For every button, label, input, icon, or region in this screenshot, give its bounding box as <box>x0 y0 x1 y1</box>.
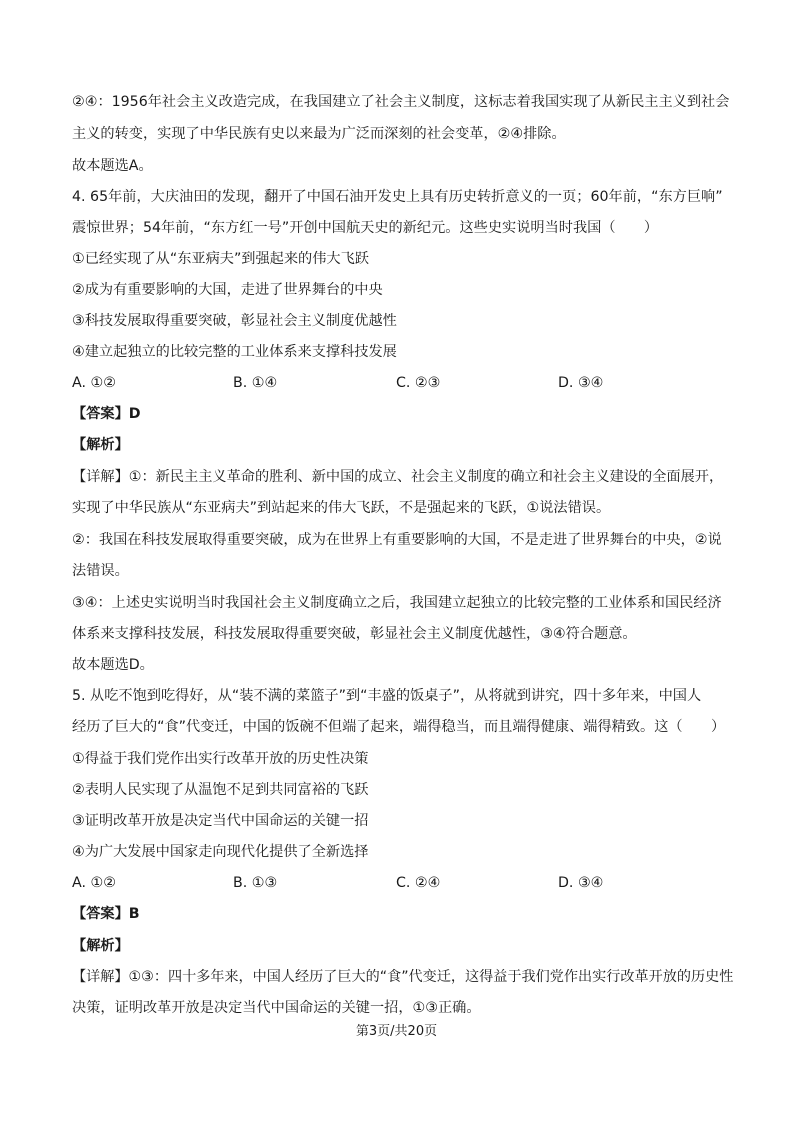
analysis-label: 【解析】 <box>72 437 129 453</box>
choice-a: A. ①② <box>72 375 116 391</box>
answer-label: 【答案】D <box>72 406 141 422</box>
choice-b: B. ①③ <box>233 875 278 891</box>
choice-d: D. ③④ <box>558 875 604 891</box>
explanation-line: 体系来支撑科技发展，科技发展取得重要突破，彰显社会主义制度优越性，③④符合题意。 <box>72 626 637 642</box>
question-5-statement: ③证明改革开放是决定当代中国命运的关键一招 <box>72 813 369 829</box>
answer-label: 【答案】B <box>72 906 140 922</box>
question-5-stem: 5. 从吃不饱到吃得好，从“装不满的菜篮子”到“丰盛的饭桌子”，从将就到讲究，四十多年来，中国人 <box>72 688 702 704</box>
text-line: 主义的转变，实现了中华民族有史以来最为广泛而深刻的社会变革，②④排除。 <box>72 126 566 142</box>
page-number: 第3页/共20页 <box>355 1024 438 1039</box>
question-4-statement: ②成为有重要影响的大国，走进了世界舞台的中央 <box>72 282 383 298</box>
explanation-line: ②：我国在科技发展取得重要突破，成为在世界上有重要影响的大国，不是走进了世界舞台的中央，②说 <box>72 532 722 548</box>
explanation-line: ③④：上述史实说明当时我国社会主义制度确立之后，我国建立起独立的比较完整的工业体系和国民经济 <box>72 595 722 611</box>
question-5-statement: ②表明人民实现了从温饱不足到共同富裕的飞跃 <box>72 782 369 798</box>
choice-c: C. ②③ <box>396 375 441 391</box>
explanation-line: 【详解】①③：四十多年来，中国人经历了巨大的“食”代变迁，这得益于我们党作出实行改革开放的历史性 <box>72 969 734 985</box>
question-4-statement: ①已经实现了从“东亚病夫”到强起来的伟大飞跃 <box>72 251 369 267</box>
choice-a: A. ①② <box>72 875 116 891</box>
question-5-statement: ④为广大发展中国家走向现代化提供了全新选择 <box>72 844 369 860</box>
explanation-line: 决策，证明改革开放是决定当代中国命运的关键一招，①③正确。 <box>72 1000 481 1016</box>
question-4-statement: ④建立起独立的比较完整的工业体系来支撑科技发展 <box>72 344 397 360</box>
choice-d: D. ③④ <box>558 375 604 391</box>
choice-b: B. ①④ <box>233 375 278 391</box>
text-line: 故本题选A。 <box>72 158 153 174</box>
analysis-label: 【解析】 <box>72 938 129 954</box>
explanation-line: 【详解】①：新民主主义革命的胜利、新中国的成立、社会主义制度的确立和社会主义建设的全面展开， <box>72 469 724 485</box>
explanation-line: 实现了中华民族从“东亚病夫”到站起来的伟大飞跃，不是强起来的飞跃，①说法错误。 <box>72 500 611 516</box>
text-line: ②④：1956年社会主义改造完成，在我国建立了社会主义制度，这标志着我国实现了从新民主主义到社会 <box>72 94 730 110</box>
explanation-line: 法错误。 <box>72 563 129 579</box>
explanation-line: 故本题选D。 <box>72 657 154 673</box>
question-4-stem: 震惊世界；54年前，“东方红一号”开创中国航天史的新纪元。这些史实说明当时我国（ ） <box>72 220 659 236</box>
question-4-statement: ③科技发展取得重要突破，彰显社会主义制度优越性 <box>72 313 397 329</box>
question-5-statement: ①得益于我们党作出实行改革开放的历史性决策 <box>72 751 369 767</box>
choice-c: C. ②④ <box>396 875 441 891</box>
question-4-stem: 4. 65年前，大庆油田的发现，翻开了中国石油开发史上具有历史转折意义的一页；60年前，“东方巨响” <box>72 189 723 205</box>
question-5-stem: 经历了巨大的“食”代变迁，中国的饭碗不但端了起来，端得稳当，而且端得健康、端得精致。这（ ） <box>72 719 726 735</box>
